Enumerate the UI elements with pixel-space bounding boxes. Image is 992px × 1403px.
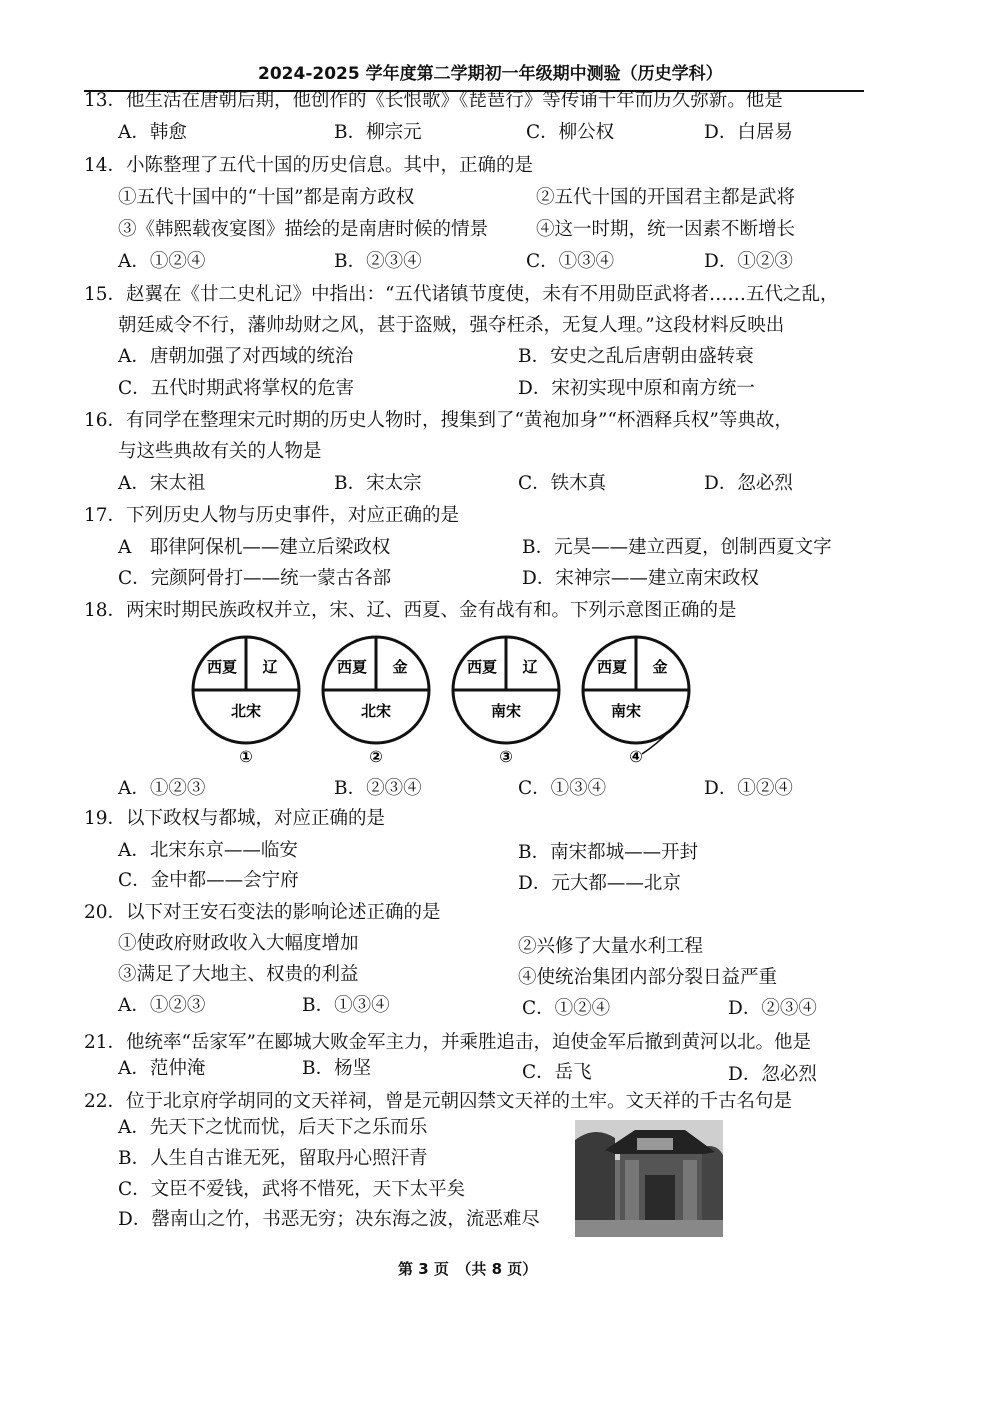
q14-item-1: ①五代十国中的“十国”都是南方政权 xyxy=(118,187,415,208)
q20-option-c[interactable]: C．①②④ xyxy=(522,998,611,1019)
diagram-2-bottom: 北宋 xyxy=(360,702,392,720)
q21-option-a[interactable]: A．范仲淹 xyxy=(118,1058,206,1079)
diagram-2-label: ② xyxy=(369,747,383,766)
q16-option-a[interactable]: A．宋太祖 xyxy=(118,473,206,494)
q14-item-4: ④这一时期，统一因素不断增长 xyxy=(536,219,796,240)
diagram-3-top-left: 西夏 xyxy=(466,658,498,676)
q19-option-c[interactable]: C．金中都——会宁府 xyxy=(118,870,299,891)
q18-option-b[interactable]: B．②③④ xyxy=(334,778,422,799)
question-14-stem: 14．小陈整理了五代十国的历史信息。其中，正确的是 xyxy=(84,155,534,176)
diagram-3-top-right: 辽 xyxy=(522,658,538,676)
q13-option-c[interactable]: C．柳公权 xyxy=(526,122,615,143)
q16-option-d[interactable]: D．忽必烈 xyxy=(704,473,793,494)
q17-option-a[interactable]: A 耶律阿保机——建立后梁政权 xyxy=(118,537,391,558)
q18-option-c[interactable]: C．①③④ xyxy=(518,778,607,799)
q20-item-1: ①使政府财政收入大幅度增加 xyxy=(118,933,359,954)
diagram-2-top-left: 西夏 xyxy=(336,658,368,676)
diagram-3-label: ③ xyxy=(499,747,513,766)
diagram-1-top-right: 辽 xyxy=(262,658,278,676)
q17-option-c[interactable]: C．完颜阿骨打——统一蒙古各部 xyxy=(118,568,392,589)
q15-option-c[interactable]: C．五代时期武将掌权的危害 xyxy=(118,378,355,399)
q17-option-b[interactable]: B．元昊——建立西夏，创制西夏文字 xyxy=(522,537,832,558)
q17-option-d[interactable]: D．宋神宗——建立南宋政权 xyxy=(522,568,759,589)
q18-option-d[interactable]: D．①②④ xyxy=(704,778,793,799)
question-18-stem: 18．两宋时期民族政权并立，宋、辽、西夏、金有战有和。下列示意图正确的是 xyxy=(84,600,737,621)
q20-item-3: ③满足了大地主、权贵的利益 xyxy=(118,964,359,985)
q20-option-b[interactable]: B．①③④ xyxy=(302,995,390,1016)
question-15-stem: 15．赵翼在《廿二史札记》中指出：“五代诸镇节度使，未有不用勋臣武将者……五代之乱， xyxy=(84,284,839,305)
q20-option-d[interactable]: D．②③④ xyxy=(728,998,817,1019)
q15-option-d[interactable]: D．宋初实现中原和南方统一 xyxy=(518,378,755,399)
q21-option-c[interactable]: C．岳飞 xyxy=(522,1062,592,1083)
q19-option-a[interactable]: A．北宋东京——临安 xyxy=(118,840,298,861)
q20-item-2: ②兴修了大量水利工程 xyxy=(518,936,704,957)
diagram-1-bottom: 北宋 xyxy=(230,702,262,720)
q18-option-a[interactable]: A．①②③ xyxy=(118,778,206,799)
diagram-4-bottom: 南宋 xyxy=(610,702,642,720)
question-20-stem: 20．以下对王安石变法的影响论述正确的是 xyxy=(84,902,441,923)
wen-tianxiang-shrine-photo xyxy=(575,1120,723,1237)
q13-option-d[interactable]: D．白居易 xyxy=(704,122,793,143)
diagram-4-pen-mark xyxy=(642,706,688,754)
q16-option-c[interactable]: C．铁木真 xyxy=(518,473,607,494)
q13-option-b[interactable]: B．柳宗元 xyxy=(334,122,422,143)
question-19-stem: 19．以下政权与都城，对应正确的是 xyxy=(84,808,386,829)
diagram-3 xyxy=(450,634,566,770)
question-13-stem: 13．他生活在唐朝后期，他创作的《长恨歌》《琵琶行》等传诵千年而历久弥新。他是 xyxy=(84,90,783,111)
q15-option-a[interactable]: A．唐朝加强了对西域的统治 xyxy=(118,346,354,367)
diagram-1-label: ① xyxy=(239,747,253,766)
q19-option-b[interactable]: B．南宋都城——开封 xyxy=(518,842,699,863)
diagram-4-top-left: 西夏 xyxy=(596,658,628,676)
diagram-4 xyxy=(580,634,696,770)
q19-option-d[interactable]: D．元大都——北京 xyxy=(518,873,681,894)
q22-option-c[interactable]: C．文臣不爱钱，武将不惜死，天下太平矣 xyxy=(118,1179,466,1200)
diagram-2-top-right: 金 xyxy=(392,658,408,676)
q22-option-b[interactable]: B．人生自古谁无死，留取丹心照汗青 xyxy=(118,1148,428,1169)
q21-option-b[interactable]: B．杨坚 xyxy=(302,1058,372,1079)
question-21-stem: 21．他统率“岳家军”在郾城大败金军主力，并乘胜追击，迫使金军后撤到黄河以北。他是 xyxy=(84,1032,811,1053)
diagram-2 xyxy=(320,634,436,770)
question-22-stem: 22．位于北京府学胡同的文天祥祠，曾是元朝囚禁文天祥的土牢。文天祥的千古名句是 xyxy=(84,1091,793,1112)
q15-option-b[interactable]: B．安史之乱后唐朝由盛转衰 xyxy=(518,346,754,367)
q16-option-b[interactable]: B．宋太宗 xyxy=(334,473,422,494)
diagram-4-top-right: 金 xyxy=(652,658,668,676)
q14-item-2: ②五代十国的开国君主都是武将 xyxy=(536,187,796,208)
question-15-stem-cont: 朝廷威令不行，藩帅劫财之风，甚于盗贼，强夺枉杀，无复人理。”这段材料反映出 xyxy=(118,315,785,336)
page-footer-number: 第 3 页 （共 8 页） xyxy=(398,1260,538,1278)
q22-option-d[interactable]: D．罄南山之竹，书恶无穷；决东海之波，流恶难尽 xyxy=(118,1209,540,1230)
page-header-title: 2024-2025 学年度第二学期初一年级期中测验（历史学科） xyxy=(258,64,723,84)
q14-item-3: ③《韩熙载夜宴图》描绘的是南唐时候的情景 xyxy=(118,219,489,240)
q14-option-a[interactable]: A．①②④ xyxy=(118,251,206,272)
question-16-stem-cont: 与这些典故有关的人物是 xyxy=(118,441,322,462)
q14-option-d[interactable]: D．①②③ xyxy=(704,251,793,272)
question-16-stem: 16．有同学在整理宋元时期的历史人物时，搜集到了“黄袍加身”“杯酒释兵权”等典故， xyxy=(84,410,793,431)
diagram-1 xyxy=(190,634,306,770)
q20-option-a[interactable]: A．①②③ xyxy=(118,995,206,1016)
diagram-1-top-left: 西夏 xyxy=(206,658,238,676)
question-17-stem: 17．下列历史人物与历史事件，对应正确的是 xyxy=(84,505,460,526)
diagram-4-label: ④ xyxy=(629,747,643,766)
q13-option-a[interactable]: A．韩愈 xyxy=(118,122,187,143)
q14-option-c[interactable]: C．①③④ xyxy=(526,251,615,272)
diagram-3-bottom: 南宋 xyxy=(490,702,522,720)
q14-option-b[interactable]: B．②③④ xyxy=(334,251,422,272)
q20-item-4: ④使统治集团内部分裂日益严重 xyxy=(518,967,778,988)
q22-option-a[interactable]: A．先天下之忧而忧，后天下之乐而乐 xyxy=(118,1117,428,1138)
q21-option-d[interactable]: D．忽必烈 xyxy=(728,1064,817,1085)
